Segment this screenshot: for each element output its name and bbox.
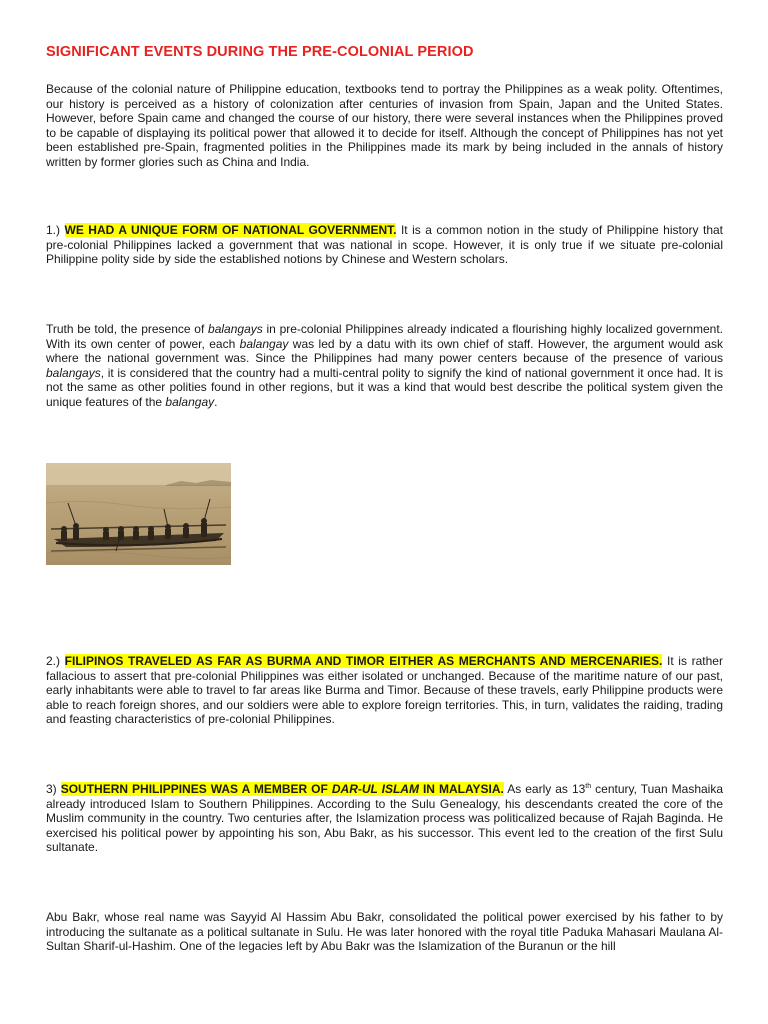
balangay-boat-photo <box>46 463 231 565</box>
balangay-text-5: . <box>214 394 218 409</box>
balangay-term: balangay <box>165 394 215 409</box>
page-title: SIGNIFICANT EVENTS DURING THE PRE-COLONIAL PERIOD <box>46 44 474 60</box>
balangay-term: balangay <box>239 336 289 351</box>
point-1-number: 1.) <box>46 223 61 237</box>
point-3-heading-part: IN MALAYSIA. <box>418 782 504 796</box>
balangay-term: balangays <box>46 365 101 380</box>
balangay-text-2: in pre-colonial Philippines already indicated a flourishing highly localized government. With its own center of power, each <box>46 322 724 351</box>
balangay-text-3: was led by a datu with its own chief of staff. However, the argument would ask where the national government was. Since the Philippines had many power centers because of the presence of various <box>46 336 723 366</box>
point-1-paragraph <box>46 223 723 267</box>
intro-paragraph: Because of the colonial nature of Philippine education, textbooks tend to portray the Philippines as a weak polity. Oftentimes, our history is perceived as a history of colonization after centuries of invasion from Spain, Japan and the United States. However, before Spain came and changed the course of our history, there were several instances when the Philippines proved to be capable of displaying its political power that allowed it to decide for itself. Although the concept of Philippines has not yet been established pre-Spain, fragmented polities in the Philippines made its mark by being included in the annals of history written by former glories such as China and India. <box>46 82 723 169</box>
point-3-heading <box>61 782 504 796</box>
point-2-heading: FILIPINOS TRAVELED AS FAR AS BURMA AND TIMOR EITHER AS MERCHANTS AND MERCENARIES. <box>64 654 663 668</box>
point-2-number: 2.) <box>46 654 61 668</box>
point-3-text: As early as 13 <box>503 782 586 796</box>
point-1-text: It is a common notion in the study of Philippine history that pre-colonial Philippines lacked a government that was national in scope. However, it is only true if we situate pre-colonial Philippine polity side by side the established notions by Chinese and Western scholars. <box>46 223 723 267</box>
point-2-paragraph <box>46 654 723 727</box>
ordinal-suffix: th <box>585 783 592 790</box>
point-3-heading-term: DAR-UL ISLAM <box>331 782 419 796</box>
balangay-text-4: , it is considered that the country had a multi-central polity to signify the kind of national government it once had. It is not the same as other polities found in other regions, but it was a kind that would best describe the political system given the unique features of the <box>46 365 723 409</box>
balangay-text-1: Truth be told, the presence of <box>46 322 209 336</box>
balangay-paragraph <box>46 322 723 410</box>
point-2-text: It is rather fallacious to assert that pre-colonial Philippines was either isolated or unchanged. Because of the maritime nature of our past, early inhabitants were able to travel to far areas like Burma and Timor. Because of these travels, early Philippine products were able to reach foreign shores, and our soldiers were able to explore foreign territories. This, in turn, validates the raiding, trading and feasting characteristics of pre-colonial Philippines. <box>46 654 723 727</box>
point-3-paragraph <box>46 782 723 855</box>
point-1-heading: WE HAD A UNIQUE FORM OF NATIONAL GOVERNMENT. <box>64 223 397 237</box>
point-3-text: century, Tuan Mashaika already introduced Islam to Southern Philippines. According to the Sulu Genealogy, his descendants created the core of the Muslim community in the country. Two centuries after, the Islamization process was politicalized because of Rajah Baginda. He exercised his political power by appointing his son, Abu Bakr, as his successor. This event led to the creation of the first Sulu sultanate. <box>46 782 723 855</box>
abu-bakr-paragraph: Abu Bakr, whose real name was Sayyid Al Hassim Abu Bakr, consolidated the political power exercised by his father to by introducing the sultanate as a political sultanate in Sulu. He was later honored with the royal title Paduka Mahasari Maulana Al-Sultan Sharif-ul-Hashim. One of the legacies left by Abu Bakr was the Islamization of the Buranun or the hill <box>46 910 723 954</box>
point-3-number: 3) <box>46 782 57 796</box>
point-3-heading-part: SOUTHERN PHILIPPINES WAS A MEMBER OF <box>60 782 332 796</box>
balangay-term: balangays <box>208 322 263 336</box>
